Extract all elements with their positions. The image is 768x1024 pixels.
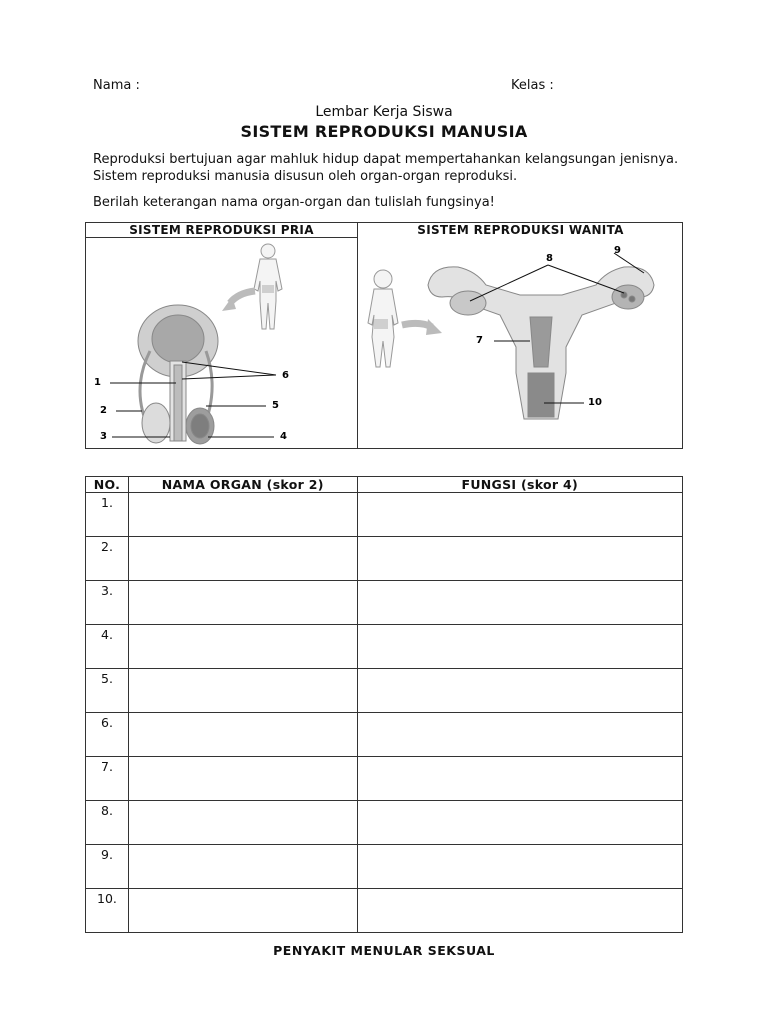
diagram-panel bbox=[85, 222, 683, 449]
table-row bbox=[86, 537, 683, 581]
organ-name-cell[interactable] bbox=[128, 801, 357, 845]
function-cell[interactable] bbox=[357, 669, 682, 713]
organ-name-cell[interactable] bbox=[128, 493, 357, 537]
answer-table bbox=[85, 476, 683, 933]
row-number: 5. bbox=[86, 669, 129, 713]
function-cell[interactable] bbox=[357, 889, 682, 933]
male-label-2: 2 bbox=[100, 405, 107, 416]
female-label-7: 7 bbox=[476, 335, 483, 346]
row-number: 4. bbox=[86, 625, 129, 669]
organ-name-cell[interactable] bbox=[128, 537, 357, 581]
function-cell[interactable] bbox=[357, 801, 682, 845]
function-cell[interactable] bbox=[357, 625, 682, 669]
male-label-4: 4 bbox=[280, 431, 287, 442]
function-cell[interactable] bbox=[357, 845, 682, 889]
worksheet-subtitle: Lembar Kerja Siswa bbox=[315, 104, 453, 120]
row-number: 10. bbox=[86, 889, 129, 933]
intro-paragraph: Reproduksi bertujuan agar mahluk hidup dapat mempertahankan kelangsungan jenisnya. Sistem reproduksi manusia disusun oleh organ-organ reproduksi. bbox=[93, 152, 679, 184]
class-label: Kelas : bbox=[511, 78, 554, 93]
table-row bbox=[86, 889, 683, 933]
organ-name-cell[interactable] bbox=[128, 713, 357, 757]
male-label-5: 5 bbox=[272, 400, 279, 411]
female-body-silhouette-icon bbox=[368, 270, 398, 367]
male-label-3: 3 bbox=[100, 431, 107, 442]
female-system-heading: SISTEM REPRODUKSI WANITA bbox=[417, 223, 624, 237]
name-class-row bbox=[93, 78, 683, 96]
row-number: 7. bbox=[86, 757, 129, 801]
organ-name-cell[interactable] bbox=[128, 845, 357, 889]
male-label-1: 1 bbox=[94, 377, 101, 388]
organ-name-cell[interactable] bbox=[128, 757, 357, 801]
function-cell[interactable] bbox=[357, 757, 682, 801]
table-row bbox=[86, 669, 683, 713]
male-heading-rule bbox=[86, 237, 357, 238]
row-number: 2. bbox=[86, 537, 129, 581]
male-label-6: 6 bbox=[282, 370, 289, 381]
organ-name-cell[interactable] bbox=[128, 581, 357, 625]
table-row bbox=[86, 801, 683, 845]
diagram-divider bbox=[357, 223, 358, 448]
function-cell[interactable] bbox=[357, 713, 682, 757]
row-number: 9. bbox=[86, 845, 129, 889]
function-cell[interactable] bbox=[357, 537, 682, 581]
col-header-function: FUNGSI (skor 4) bbox=[357, 477, 682, 493]
female-label-10: 10 bbox=[588, 397, 602, 408]
worksheet-title: SISTEM REPRODUKSI MANUSIA bbox=[240, 122, 528, 141]
male-system-heading: SISTEM REPRODUKSI PRIA bbox=[129, 223, 314, 237]
row-number: 6. bbox=[86, 713, 129, 757]
table-header-row bbox=[86, 477, 683, 493]
female-label-8: 8 bbox=[546, 253, 553, 264]
table-row bbox=[86, 845, 683, 889]
table-row bbox=[86, 625, 683, 669]
row-number: 1. bbox=[86, 493, 129, 537]
function-cell[interactable] bbox=[357, 493, 682, 537]
section-heading-std: PENYAKIT MENULAR SEKSUAL bbox=[273, 943, 495, 958]
organ-name-cell[interactable] bbox=[128, 625, 357, 669]
name-label: Nama : bbox=[93, 78, 140, 93]
female-reproductive-diagram bbox=[362, 237, 680, 447]
organ-name-cell[interactable] bbox=[128, 889, 357, 933]
table-row bbox=[86, 493, 683, 537]
row-number: 3. bbox=[86, 581, 129, 625]
female-label-9: 9 bbox=[614, 245, 621, 256]
zoom-arrow-icon bbox=[230, 291, 255, 303]
male-body-silhouette-icon bbox=[254, 244, 282, 329]
function-cell[interactable] bbox=[357, 581, 682, 625]
instruction-text: Berilah keterangan nama organ-organ dan tulislah fungsinya! bbox=[93, 195, 495, 210]
col-header-no: NO. bbox=[86, 477, 129, 493]
male-reproductive-diagram bbox=[90, 241, 354, 447]
table-row bbox=[86, 581, 683, 625]
col-header-organ: NAMA ORGAN (skor 2) bbox=[128, 477, 357, 493]
row-number: 8. bbox=[86, 801, 129, 845]
table-row bbox=[86, 713, 683, 757]
table-row bbox=[86, 757, 683, 801]
male-organ-illustration bbox=[138, 305, 218, 444]
organ-name-cell[interactable] bbox=[128, 669, 357, 713]
female-organ-illustration bbox=[428, 267, 654, 419]
